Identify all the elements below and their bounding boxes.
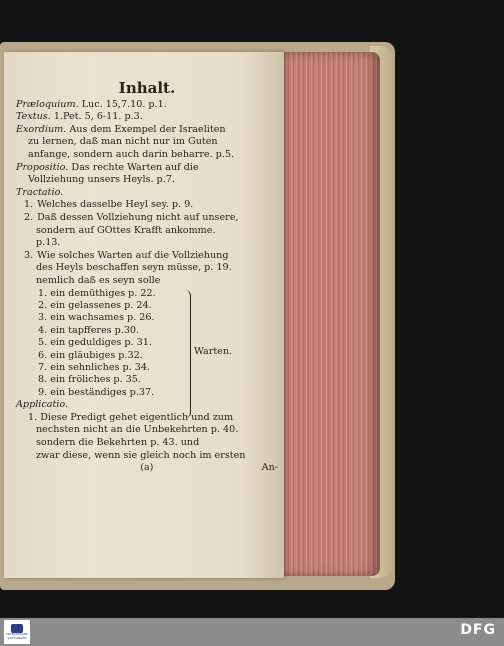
entry-exordium-line-3: anfange, sondern auch darin beharre. p.5. <box>28 148 235 160</box>
entry-propositio: Propositio. Das rechte Warten auf die <box>16 161 199 173</box>
curly-bracket <box>182 290 191 418</box>
point-2-line-2: sondern auf GOttes Krafft ankomme. <box>36 224 216 236</box>
virtue-item: 1. ein demüthiges p. 22. <box>38 287 156 299</box>
applicatio-line-2: nechsten nicht an die Unbekehrten p. 40. <box>36 424 239 436</box>
entry-applicatio: Applicatio. <box>16 399 69 411</box>
page-title: Inhalt. <box>118 79 176 97</box>
point-3-line-2: des Heyls beschaffen seyn müsse, p. 19. <box>36 262 232 274</box>
point-3: 3. Wie solches Warten auf die Vollziehung <box>24 249 229 261</box>
library-logo-text: FRANCKESCHE STIFTUNGEN <box>5 632 29 640</box>
virtue-item: 8. ein fröliches p. 35. <box>38 374 141 386</box>
entry-exordium-line-2: zu lernen, daß man nicht nur im Guten <box>28 136 218 148</box>
signature-mark: (a) <box>140 462 154 474</box>
viewer-bottom-bar <box>0 618 504 646</box>
entry-propositio-line-2: Vollziehung unsers Heyls. p.7. <box>28 174 175 186</box>
applicatio-line-3: sondern die Bekehrten p. 43. und <box>36 436 200 448</box>
book-page <box>4 52 284 578</box>
point-3-line-3: nemlich daß es seyn solle <box>36 274 161 286</box>
entry-exordium: Exordium. Aus dem Exempel der Israeliten <box>16 123 226 135</box>
page-edges <box>280 52 380 576</box>
virtue-item: 2. ein gelassenes p. 24. <box>38 299 152 311</box>
page-footer <box>16 462 278 475</box>
point-2: 2. Daß dessen Vollziehung nicht auf unsere, <box>24 211 239 223</box>
applicatio-line-1: 1. Diese Predigt gehet eigentlich und zum <box>28 411 234 423</box>
virtue-item: 6. ein gläubiges p.32. <box>38 349 143 361</box>
entry-textus: Textus. 1.Pet. 5, 6-11. p.3. <box>16 111 143 123</box>
point-2-line-3: p.13. <box>36 237 61 249</box>
virtue-item: 5. ein geduldiges p. 31. <box>38 337 152 349</box>
virtues-list <box>16 288 278 400</box>
dfg-logo[interactable]: DFG <box>460 622 496 638</box>
point-1: 1. Welches dasselbe Heyl sey. p. 9. <box>24 199 194 211</box>
virtue-item: 4. ein tapfferes p.30. <box>38 324 140 336</box>
virtue-item: 3. ein wachsames p. 26. <box>38 312 155 324</box>
virtue-item: 9. ein beständiges p.37. <box>38 386 155 398</box>
applicatio-line-4: zwar diese, wenn sie gleich noch im ersten <box>36 449 246 461</box>
entry-praeloquium: Præloquium. Luc. 15,7.10. p.1. <box>16 98 167 110</box>
page-content <box>16 79 278 475</box>
bracket-label: Warten. <box>194 345 233 357</box>
library-logo[interactable] <box>4 620 30 644</box>
entry-tractatio: Tractatio. <box>16 186 64 198</box>
catchword: An- <box>261 462 278 474</box>
virtue-item: 7. ein sehnliches p. 34. <box>38 361 150 373</box>
